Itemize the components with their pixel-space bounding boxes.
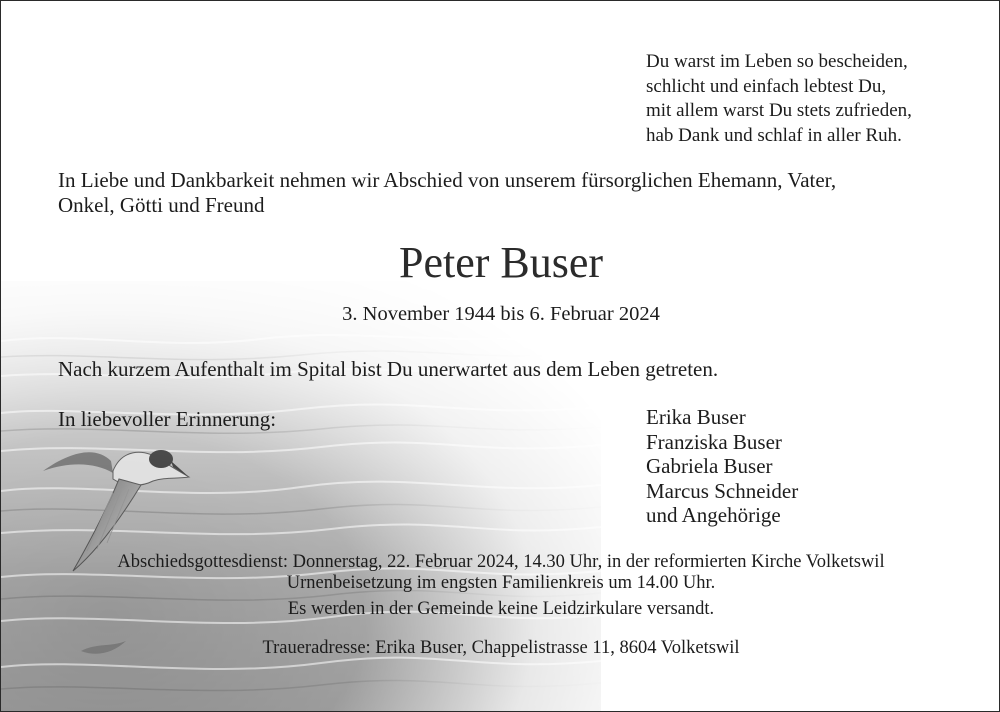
mourner-name: Erika Buser — [646, 405, 746, 429]
life-dates: 3. November 1944 bis 6. Februar 2024 — [342, 303, 660, 325]
mourner-name: Gabriela Buser — [646, 454, 773, 478]
intro-line-2: Onkel, Götti und Freund — [58, 193, 265, 217]
poem-line: Du warst im Leben so bescheiden, — [646, 51, 908, 72]
poem — [646, 50, 912, 148]
mourning-address: Traueradresse: Erika Buser, Chappelistrasse 11, 8604 Volketswil — [262, 638, 740, 658]
poem-line: hab Dank und schlaf in aller Ruh. — [646, 124, 902, 146]
intro-text — [58, 168, 836, 218]
poem-line: schlicht und einfach lebtest Du, — [646, 75, 887, 97]
deceased-name: Peter Buser — [398, 238, 604, 287]
intro-line-1: In Liebe und Dankbarkeit nehmen wir Abschied von unserem fürsorglichen Ehemann, Vater, — [58, 168, 837, 192]
mourner-name: Marcus Schneider — [646, 478, 799, 503]
mourner-name: und Angehörige — [646, 503, 781, 527]
service-info: Abschiedsgottesdienst: Donnerstag, 22. Februar 2024, 14.30 Uhr, in der reformierten Kirche Volketswil — [117, 552, 885, 572]
memory-label: In liebevoller Erinnerung: — [58, 407, 277, 431]
circular-notice: Es werden in der Gemeinde keine Leidzirkulare versandt. — [287, 599, 715, 619]
mourners-list — [646, 405, 798, 528]
passing-text: Nach kurzem Aufenthalt im Spital bist Du unerwartet aus dem Leben getreten. — [58, 357, 719, 381]
poem-line: mit allem warst Du stets zufrieden, — [646, 100, 912, 121]
mourner-name: Franziska Buser — [646, 429, 782, 454]
urn-info: Urnenbeisetzung im engsten Familienkreis um 14.00 Uhr. — [286, 573, 716, 593]
